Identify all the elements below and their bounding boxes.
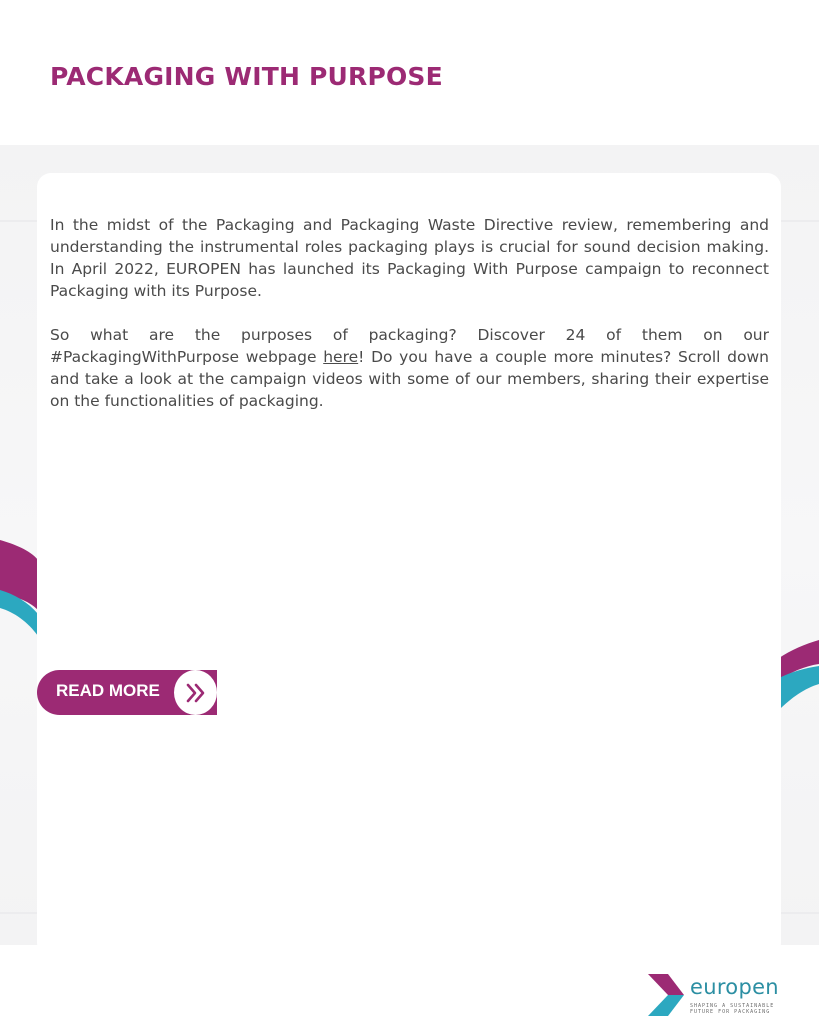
read-more-label: READ MORE <box>56 681 160 700</box>
here-link[interactable]: here <box>323 348 359 366</box>
left-swoosh-decoration <box>0 540 40 640</box>
double-chevron-right-icon <box>185 682 207 704</box>
article-paragraph <box>50 324 769 412</box>
read-more-button[interactable] <box>37 670 217 715</box>
page-title: PACKAGING WITH PURPOSE <box>50 62 443 91</box>
article-card <box>37 173 781 957</box>
paragraph-text: ! Do you have a couple more minutes? Scroll down and take a look at the campaign videos with some of our members, sharing their expertise on the functionalities of packaging. <box>50 348 769 410</box>
right-swoosh-decoration <box>779 638 819 713</box>
paragraph-text: So what are the purposes of packaging? Discover 24 of them on our #PackagingWithPurpose webpage <box>50 326 769 366</box>
europen-logo-mark-icon <box>646 972 686 1018</box>
logo-wordmark: europen <box>690 975 779 999</box>
read-more-icon-circle <box>174 670 217 715</box>
europen-logo <box>646 972 786 1018</box>
logo-tagline: SHAPING A SUSTAINABLE FUTURE FOR PACKAGING <box>690 1003 775 1015</box>
article-paragraph: In the midst of the Packaging and Packaging Waste Directive review, remembering and understanding the instrumental roles packaging plays is crucial for sound decision making. In April 2022, EUROPEN has launched its Packaging With Purpose campaign to reconnect Packaging with its Purpose. <box>50 216 769 300</box>
